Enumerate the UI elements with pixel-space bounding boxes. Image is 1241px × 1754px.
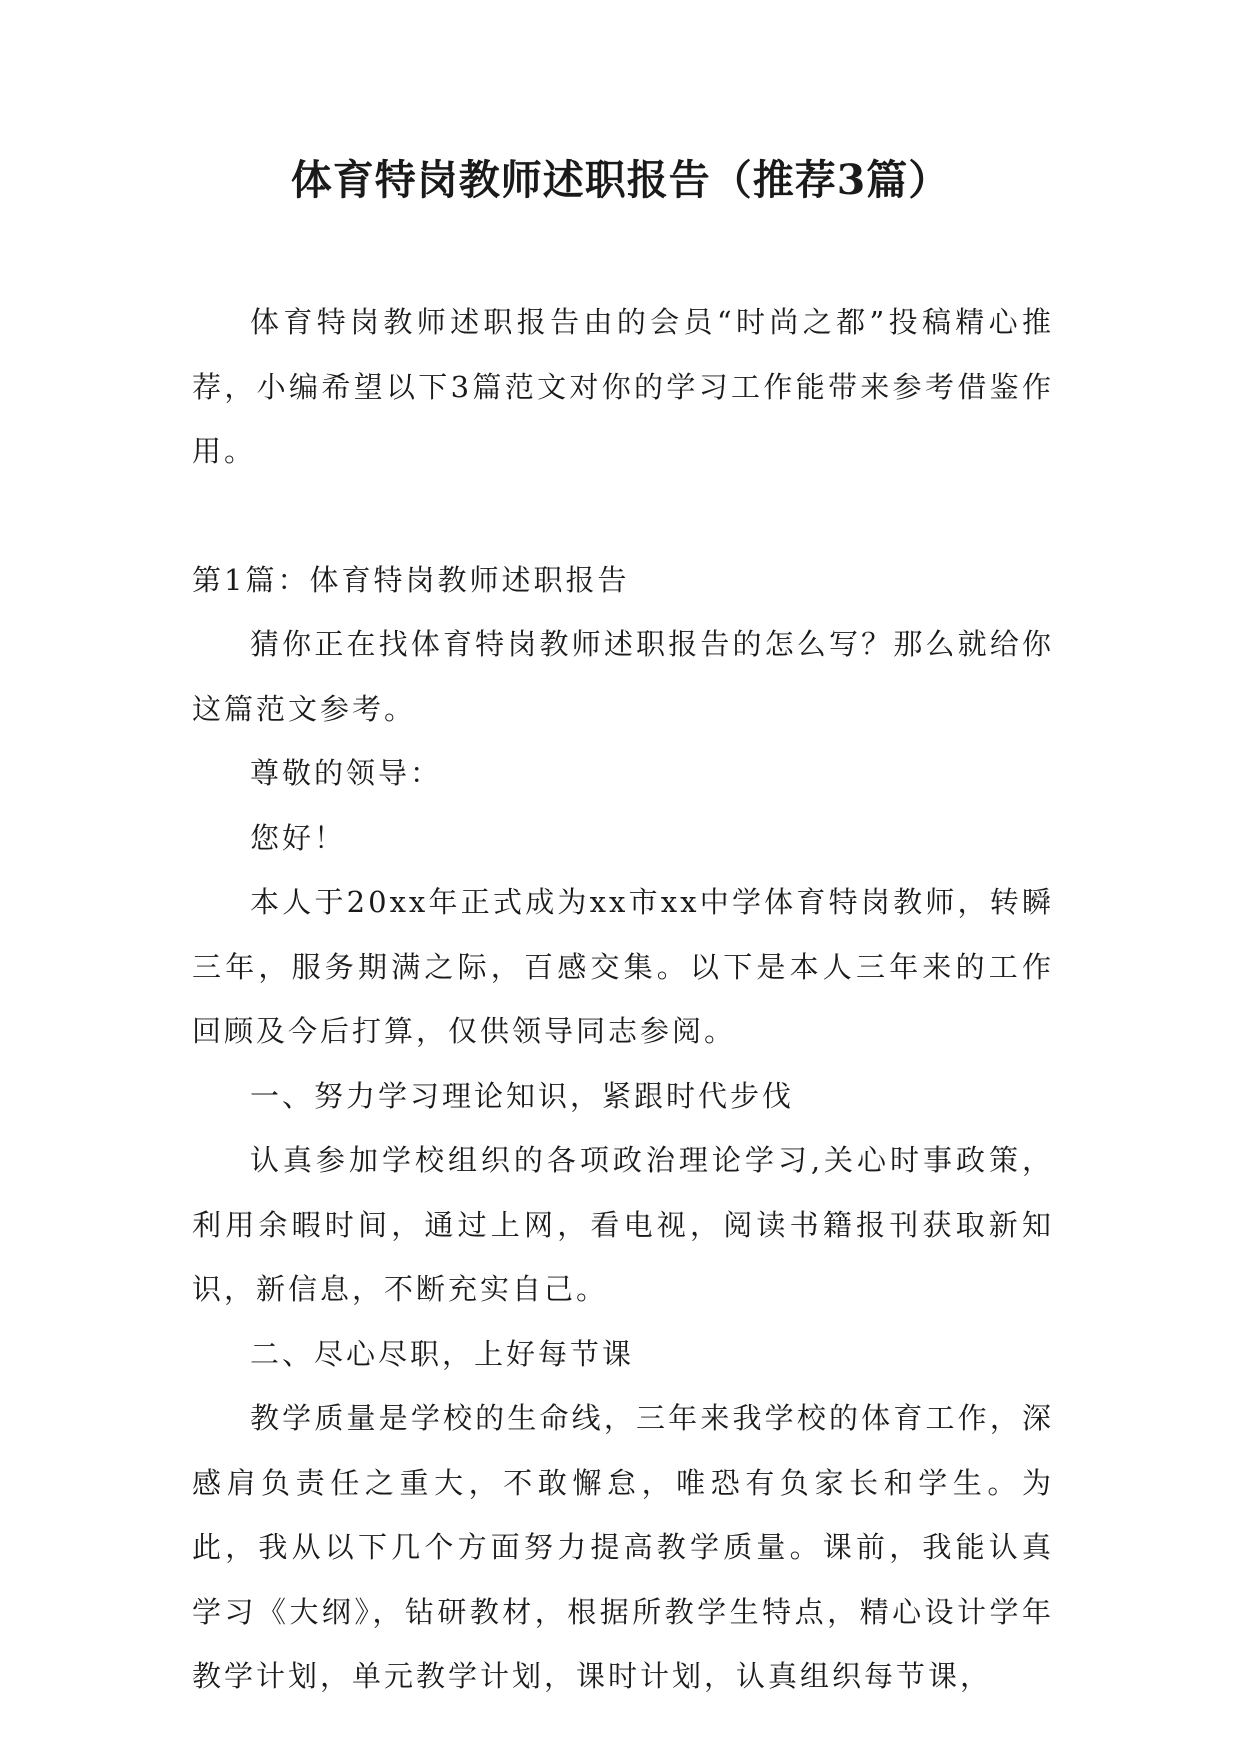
document-body [192,290,1054,1709]
document-title: 体育特岗教师述职报告（推荐3篇） [290,156,951,204]
subheading: 一、努力学习理论知识，紧跟时代步伐 [250,1078,795,1113]
salutation: 尊敬的领导： [250,756,443,790]
spacer [192,484,1054,548]
paragraph: 教学质量是学校的生命线，三年来我学校的体育工作，深感肩负责任之重大，不敢懈怠，唯恐有负家长和学生。为此，我从以下几个方面努力提高教学质量。课前，我能认真学习《大纲》，钻研教材，根据所教学生特点，精心设计学年教学计划，单元教学计划，课时计划，认真组织每节课， [192,1401,1054,1693]
paragraph: 本人于20xx年正式成为xx市xx中学体育特岗教师，转瞬三年，服务期满之际，百感交集。以下是本人三年来的工作回顾及今后打算，仅供领导同志参阅。 [192,885,1054,1048]
greeting: 您好！ [250,820,347,855]
paragraph: 猜你正在找体育特岗教师述职报告的怎么写？那么就给你这篇范文参考。 [192,627,1054,726]
paragraph: 认真参加学校组织的各项政治理论学习,关心时事政策，利用余暇时间，通过上网，看电视，阅读书籍报刊获取新知识，新信息，不断充实自己。 [192,1143,1054,1306]
subheading: 二、尽心尽职，上好每节课 [250,1336,635,1371]
intro-paragraph: 体育特岗教师述职报告由的会员“时尚之都”投稿精心推荐，小编希望以下3篇范文对你的学习工作能带来参考借鉴作用。 [192,305,1054,468]
section-heading: 第1篇：体育特岗教师述职报告 [192,562,630,597]
